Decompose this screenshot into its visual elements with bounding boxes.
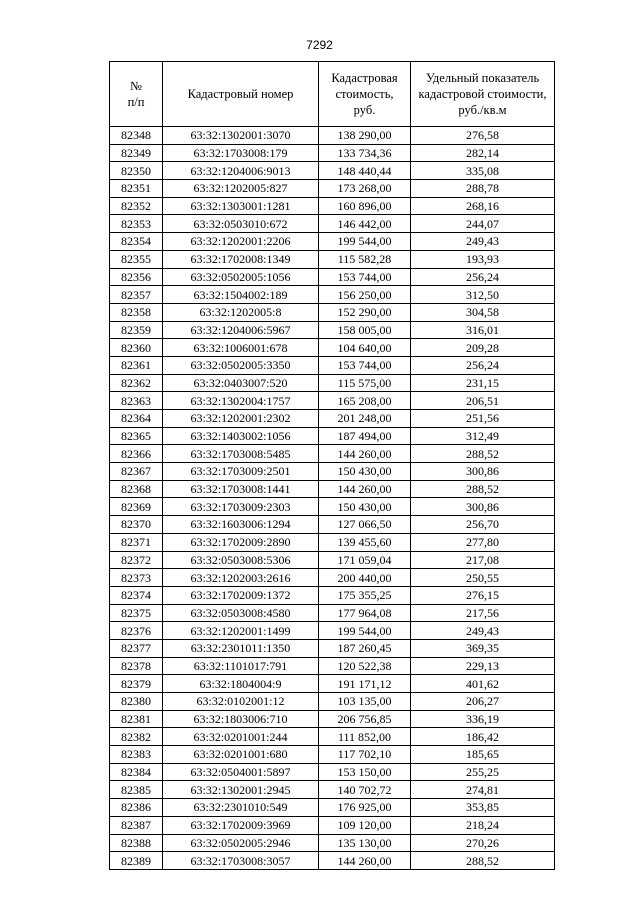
row-number-cell: 82351	[110, 180, 163, 198]
table-row	[110, 250, 555, 268]
row-number-cell: 82375	[110, 604, 163, 622]
specific-cost-cell: 335,08	[411, 162, 555, 180]
cadastral-cost-cell: 144 260,00	[319, 445, 411, 463]
table-row	[110, 339, 555, 357]
row-number-cell: 82388	[110, 834, 163, 852]
cadastral-cost-cell: 153 744,00	[319, 356, 411, 374]
specific-cost-cell: 193,93	[411, 250, 555, 268]
table-row	[110, 286, 555, 304]
cadastral-cost-cell: 200 440,00	[319, 569, 411, 587]
table-row	[110, 215, 555, 233]
specific-cost-cell: 274,81	[411, 781, 555, 799]
table-row	[110, 268, 555, 286]
specific-cost-cell: 288,52	[411, 445, 555, 463]
row-number-cell: 82373	[110, 569, 163, 587]
table-row	[110, 180, 555, 198]
cadastral-number-cell: 63:32:1702008:1349	[163, 250, 319, 268]
cadastral-cost-cell: 117 702,10	[319, 746, 411, 764]
table-row	[110, 569, 555, 587]
cadastral-number-cell: 63:32:1302004:1757	[163, 392, 319, 410]
row-number-cell: 82386	[110, 799, 163, 817]
table-row	[110, 693, 555, 711]
row-number-cell: 82350	[110, 162, 163, 180]
row-number-cell: 82370	[110, 516, 163, 534]
cadastral-cost-cell: 165 208,00	[319, 392, 411, 410]
table-row	[110, 233, 555, 251]
row-number-cell: 82362	[110, 374, 163, 392]
row-number-cell: 82379	[110, 675, 163, 693]
table-row	[110, 551, 555, 569]
cadastral-number-cell: 63:32:1204006:5967	[163, 321, 319, 339]
cadastral-cost-cell: 177 964,08	[319, 604, 411, 622]
cadastral-number-cell: 63:32:1603006:1294	[163, 516, 319, 534]
cadastral-number-cell: 63:32:0201001:680	[163, 746, 319, 764]
table-row	[110, 356, 555, 374]
cadastral-cost-cell: 144 260,00	[319, 852, 411, 870]
table-row	[110, 781, 555, 799]
table-row	[110, 586, 555, 604]
table-row	[110, 763, 555, 781]
specific-cost-cell: 256,24	[411, 268, 555, 286]
cadastral-number-cell: 63:32:1702009:3969	[163, 816, 319, 834]
cadastral-number-cell: 63:32:1006001:678	[163, 339, 319, 357]
specific-cost-cell: 249,43	[411, 233, 555, 251]
cadastral-number-cell: 63:32:2301010:549	[163, 799, 319, 817]
cadastral-number-cell: 63:32:1703008:179	[163, 144, 319, 162]
table-row	[110, 852, 555, 870]
cadastral-number-cell: 63:32:0502005:3350	[163, 356, 319, 374]
specific-cost-cell: 316,01	[411, 321, 555, 339]
table-row	[110, 197, 555, 215]
cadastral-cost-cell: 173 268,00	[319, 180, 411, 198]
row-number-cell: 82380	[110, 693, 163, 711]
row-number-cell: 82382	[110, 728, 163, 746]
cadastral-cost-cell: 150 430,00	[319, 498, 411, 516]
specific-cost-cell: 251,56	[411, 410, 555, 428]
cadastral-cost-cell: 191 171,12	[319, 675, 411, 693]
cadastral-number-cell: 63:32:2301011:1350	[163, 639, 319, 657]
cadastral-cost-cell: 133 734,36	[319, 144, 411, 162]
cadastral-number-cell: 63:32:0502005:1056	[163, 268, 319, 286]
cadastral-cost-cell: 171 059,04	[319, 551, 411, 569]
row-number-cell: 82366	[110, 445, 163, 463]
specific-cost-cell: 312,49	[411, 427, 555, 445]
table-row	[110, 321, 555, 339]
specific-cost-cell: 256,70	[411, 516, 555, 534]
cadastral-cost-cell: 199 544,00	[319, 622, 411, 640]
cadastral-cost-cell: 140 702,72	[319, 781, 411, 799]
cadastral-number-cell: 63:32:1204006:9013	[163, 162, 319, 180]
table-row	[110, 516, 555, 534]
specific-cost-cell: 255,25	[411, 763, 555, 781]
specific-cost-cell: 288,78	[411, 180, 555, 198]
cadastral-number-cell: 63:32:0102001:12	[163, 693, 319, 711]
specific-cost-cell: 218,24	[411, 816, 555, 834]
specific-cost-cell: 277,80	[411, 533, 555, 551]
specific-cost-cell: 270,26	[411, 834, 555, 852]
table-row	[110, 445, 555, 463]
table-row	[110, 639, 555, 657]
cadastral-number-cell: 63:32:0503010:672	[163, 215, 319, 233]
cadastral-cost-cell: 187 260,45	[319, 639, 411, 657]
cadastral-cost-cell: 115 582,28	[319, 250, 411, 268]
cadastral-number-cell: 63:32:1202005:827	[163, 180, 319, 198]
cadastral-number-cell: 63:32:1302001:2945	[163, 781, 319, 799]
cadastral-cost-cell: 156 250,00	[319, 286, 411, 304]
specific-cost-cell: 209,28	[411, 339, 555, 357]
row-number-cell: 82363	[110, 392, 163, 410]
header-cadastral-cost: Кадастровая стоимость, руб.	[319, 62, 411, 127]
cadastral-number-cell: 63:32:1202001:2302	[163, 410, 319, 428]
cadastral-cost-cell: 109 120,00	[319, 816, 411, 834]
specific-cost-cell: 336,19	[411, 710, 555, 728]
table-row	[110, 746, 555, 764]
row-number-cell: 82385	[110, 781, 163, 799]
row-number-cell: 82389	[110, 852, 163, 870]
cadastral-cost-cell: 111 852,00	[319, 728, 411, 746]
cadastral-cost-cell: 120 522,38	[319, 657, 411, 675]
row-number-cell: 82369	[110, 498, 163, 516]
specific-cost-cell: 300,86	[411, 498, 555, 516]
specific-cost-cell: 282,14	[411, 144, 555, 162]
cadastral-cost-cell: 201 248,00	[319, 410, 411, 428]
row-number-cell: 82354	[110, 233, 163, 251]
specific-cost-cell: 185,65	[411, 746, 555, 764]
row-number-cell: 82348	[110, 127, 163, 145]
cadastral-number-cell: 63:32:1703009:2303	[163, 498, 319, 516]
row-number-cell: 82359	[110, 321, 163, 339]
table-row	[110, 622, 555, 640]
row-number-cell: 82381	[110, 710, 163, 728]
row-number-cell: 82352	[110, 197, 163, 215]
table-row	[110, 144, 555, 162]
cadastral-number-cell: 63:32:0503008:4580	[163, 604, 319, 622]
table-row	[110, 374, 555, 392]
row-number-cell: 82371	[110, 533, 163, 551]
specific-cost-cell: 312,50	[411, 286, 555, 304]
cadastral-number-cell: 63:32:1202001:1499	[163, 622, 319, 640]
specific-cost-cell: 256,24	[411, 356, 555, 374]
cadastral-cost-cell: 152 290,00	[319, 303, 411, 321]
cadastral-number-cell: 63:32:1702009:2890	[163, 533, 319, 551]
cadastral-number-cell: 63:32:0403007:520	[163, 374, 319, 392]
specific-cost-cell: 206,51	[411, 392, 555, 410]
cadastral-number-cell: 63:32:1202001:2206	[163, 233, 319, 251]
cadastral-cost-cell: 175 355,25	[319, 586, 411, 604]
cadastral-cost-cell: 187 494,00	[319, 427, 411, 445]
cadastral-cost-cell: 103 135,00	[319, 693, 411, 711]
row-number-cell: 82360	[110, 339, 163, 357]
table-row	[110, 463, 555, 481]
specific-cost-cell: 250,55	[411, 569, 555, 587]
specific-cost-cell: 304,58	[411, 303, 555, 321]
row-number-cell: 82364	[110, 410, 163, 428]
specific-cost-cell: 231,15	[411, 374, 555, 392]
table-row	[110, 604, 555, 622]
header-row	[110, 62, 555, 127]
table-row	[110, 162, 555, 180]
table-row	[110, 410, 555, 428]
row-number-cell: 82367	[110, 463, 163, 481]
specific-cost-cell: 401,62	[411, 675, 555, 693]
cadastral-number-cell: 63:32:1803006:710	[163, 710, 319, 728]
specific-cost-cell: 206,27	[411, 693, 555, 711]
header-row-number: № п/п	[110, 62, 163, 127]
cadastral-cost-cell: 206 756,85	[319, 710, 411, 728]
table-row	[110, 533, 555, 551]
cadastral-number-cell: 63:32:1703009:2501	[163, 463, 319, 481]
table-row	[110, 816, 555, 834]
cadastral-number-cell: 63:32:1702009:1372	[163, 586, 319, 604]
row-number-cell: 82356	[110, 268, 163, 286]
specific-cost-cell: 249,43	[411, 622, 555, 640]
cadastral-cost-cell: 176 925,00	[319, 799, 411, 817]
cadastral-number-cell: 63:32:1703008:1441	[163, 480, 319, 498]
cadastral-cost-cell: 139 455,60	[319, 533, 411, 551]
cadastral-cost-cell: 144 260,00	[319, 480, 411, 498]
specific-cost-cell: 369,35	[411, 639, 555, 657]
cadastral-cost-cell: 150 430,00	[319, 463, 411, 481]
cadastral-number-cell: 63:32:1703008:3057	[163, 852, 319, 870]
specific-cost-cell: 276,15	[411, 586, 555, 604]
row-number-cell: 82372	[110, 551, 163, 569]
row-number-cell: 82378	[110, 657, 163, 675]
header-specific-cost: Удельный показатель кадастровой стоимости, руб./кв.м	[411, 62, 555, 127]
specific-cost-cell: 276,58	[411, 127, 555, 145]
table-row	[110, 392, 555, 410]
table-header	[110, 62, 555, 127]
row-number-cell: 82361	[110, 356, 163, 374]
row-number-cell: 82368	[110, 480, 163, 498]
table-body	[110, 127, 555, 870]
table-row	[110, 675, 555, 693]
table-row	[110, 728, 555, 746]
row-number-cell: 82383	[110, 746, 163, 764]
header-cadastral-number: Кадастровый номер	[163, 62, 319, 127]
cadastral-number-cell: 63:32:1303001:1281	[163, 197, 319, 215]
row-number-cell: 82376	[110, 622, 163, 640]
cadastral-cost-cell: 148 440,44	[319, 162, 411, 180]
row-number-cell: 82358	[110, 303, 163, 321]
row-number-cell: 82355	[110, 250, 163, 268]
cadastral-cost-cell: 138 290,00	[319, 127, 411, 145]
specific-cost-cell: 300,86	[411, 463, 555, 481]
cadastral-cost-cell: 160 896,00	[319, 197, 411, 215]
table-row	[110, 427, 555, 445]
table-row	[110, 657, 555, 675]
row-number-cell: 82353	[110, 215, 163, 233]
table-row	[110, 834, 555, 852]
cadastral-cost-cell: 115 575,00	[319, 374, 411, 392]
cadastral-cost-cell: 146 442,00	[319, 215, 411, 233]
row-number-cell: 82357	[110, 286, 163, 304]
table-row	[110, 799, 555, 817]
table-row	[110, 127, 555, 145]
specific-cost-cell: 244,07	[411, 215, 555, 233]
cadastral-number-cell: 63:32:1302001:3070	[163, 127, 319, 145]
specific-cost-cell: 268,16	[411, 197, 555, 215]
specific-cost-cell: 186,42	[411, 728, 555, 746]
cadastral-number-cell: 63:32:0502005:2946	[163, 834, 319, 852]
cadastral-number-cell: 63:32:1504002:189	[163, 286, 319, 304]
specific-cost-cell: 288,52	[411, 480, 555, 498]
cadastral-cost-cell: 127 066,50	[319, 516, 411, 534]
row-number-cell: 82384	[110, 763, 163, 781]
row-number-cell: 82377	[110, 639, 163, 657]
row-number-cell: 82387	[110, 816, 163, 834]
cadastral-number-cell: 63:32:0201001:244	[163, 728, 319, 746]
row-number-cell: 82349	[110, 144, 163, 162]
row-number-cell: 82374	[110, 586, 163, 604]
cadastral-number-cell: 63:32:1101017:791	[163, 657, 319, 675]
cadastral-number-cell: 63:32:1202005:8	[163, 303, 319, 321]
cadastral-cost-cell: 158 005,00	[319, 321, 411, 339]
page-number: 7292	[306, 38, 333, 52]
specific-cost-cell: 288,52	[411, 852, 555, 870]
specific-cost-cell: 217,08	[411, 551, 555, 569]
table-row	[110, 498, 555, 516]
cadastral-number-cell: 63:32:1804004:9	[163, 675, 319, 693]
cadastral-cost-cell: 153 150,00	[319, 763, 411, 781]
cadastral-value-table	[109, 61, 555, 870]
cadastral-cost-cell: 104 640,00	[319, 339, 411, 357]
cadastral-cost-cell: 153 744,00	[319, 268, 411, 286]
specific-cost-cell: 229,13	[411, 657, 555, 675]
cadastral-number-cell: 63:32:0504001:5897	[163, 763, 319, 781]
row-number-cell: 82365	[110, 427, 163, 445]
cadastral-number-cell: 63:32:1403002:1056	[163, 427, 319, 445]
specific-cost-cell: 217,56	[411, 604, 555, 622]
cadastral-number-cell: 63:32:1202003:2616	[163, 569, 319, 587]
cadastral-number-cell: 63:32:0503008:5306	[163, 551, 319, 569]
table-row	[110, 303, 555, 321]
table-row	[110, 710, 555, 728]
table-row	[110, 480, 555, 498]
cadastral-number-cell: 63:32:1703008:5485	[163, 445, 319, 463]
specific-cost-cell: 353,85	[411, 799, 555, 817]
cadastral-cost-cell: 199 544,00	[319, 233, 411, 251]
cadastral-cost-cell: 135 130,00	[319, 834, 411, 852]
